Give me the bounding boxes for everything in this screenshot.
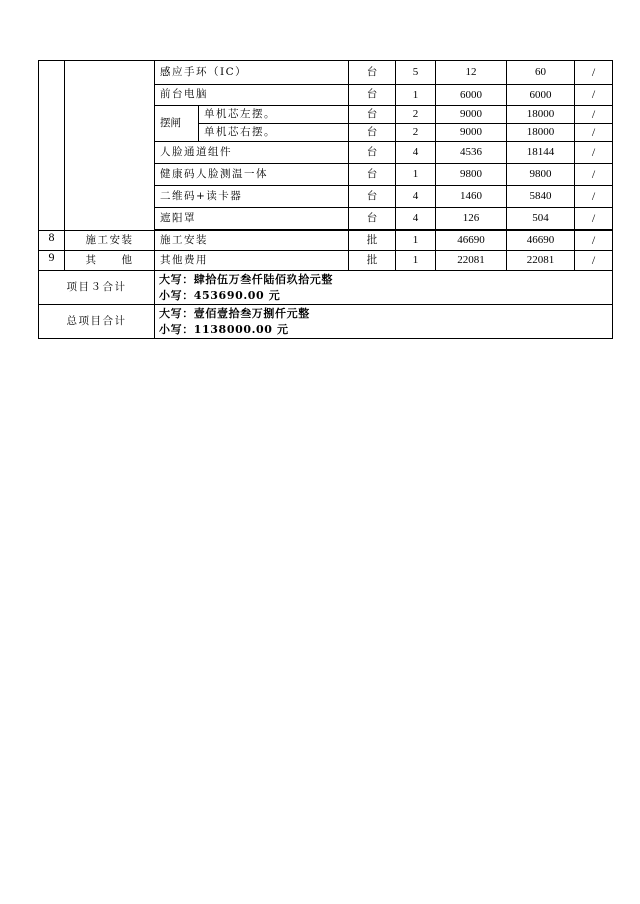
item-qty: 4 <box>396 208 436 230</box>
item-unit: 台 <box>349 186 396 208</box>
quotation-sheet <box>38 60 612 339</box>
item-unit: 批 <box>349 251 396 271</box>
item-qty: 1 <box>396 251 436 271</box>
item-amount: 5840 <box>507 186 575 208</box>
item-name: 单机芯右摆。 <box>199 124 349 142</box>
grand-total-label: 总项目合计 <box>39 305 155 339</box>
table-row <box>39 61 613 85</box>
table-row <box>39 251 613 271</box>
subtotal-amount <box>155 271 613 305</box>
item-price: 9800 <box>436 164 507 186</box>
item-price: 6000 <box>436 85 507 106</box>
item-name: 其他费用 <box>155 251 349 271</box>
item-amount: 18000 <box>507 124 575 142</box>
item-note: / <box>575 186 613 208</box>
item-note: / <box>575 251 613 271</box>
item-note: / <box>575 208 613 230</box>
grand-total-upper: 大写：壹佰壹拾叁万捌仟元整 <box>159 306 310 320</box>
item-unit: 批 <box>349 231 396 251</box>
item-amount: 6000 <box>507 85 575 106</box>
item-name: 遮阳罩 <box>155 208 349 230</box>
item-unit: 台 <box>349 106 396 124</box>
subtotal-label: 项目３合计 <box>39 271 155 305</box>
item-unit: 台 <box>349 164 396 186</box>
item-price: 22081 <box>436 251 507 271</box>
item-price: 126 <box>436 208 507 230</box>
item-amount: 18144 <box>507 142 575 164</box>
item-unit: 台 <box>349 124 396 142</box>
item-amount: 9800 <box>507 164 575 186</box>
item-amount: 60 <box>507 61 575 85</box>
item-note: / <box>575 124 613 142</box>
item-amount: 504 <box>507 208 575 230</box>
item-qty: 2 <box>396 124 436 142</box>
row-number: 8 <box>39 231 65 251</box>
item-price: 1460 <box>436 186 507 208</box>
item-category: 其 他 <box>65 251 155 271</box>
item-price: 9000 <box>436 106 507 124</box>
item-qty: 1 <box>396 85 436 106</box>
grand-total-amount <box>155 305 613 339</box>
item-price: 4536 <box>436 142 507 164</box>
item-qty: 4 <box>396 186 436 208</box>
row-number: 9 <box>39 251 65 271</box>
item-name: 人脸通道组件 <box>155 142 349 164</box>
item-note: / <box>575 106 613 124</box>
item-amount: 22081 <box>507 251 575 271</box>
item-note: / <box>575 85 613 106</box>
item-unit: 台 <box>349 208 396 230</box>
subtotal-upper: 大写：肆拾伍万叁仟陆佰玖拾元整 <box>159 272 333 286</box>
item-qty: 2 <box>396 106 436 124</box>
item-amount: 46690 <box>507 231 575 251</box>
item-name: 单机芯左摆。 <box>199 106 349 124</box>
item-name: 前台电脑 <box>155 85 349 106</box>
quotation-table <box>38 60 613 339</box>
item-qty: 1 <box>396 231 436 251</box>
grand-total-row <box>39 305 613 339</box>
item-note: / <box>575 61 613 85</box>
item-note: / <box>575 231 613 251</box>
item-category: 施工安装 <box>65 231 155 251</box>
subtotal-row <box>39 271 613 305</box>
item-qty: 4 <box>396 142 436 164</box>
category-cell-empty <box>65 61 155 231</box>
item-qty: 1 <box>396 164 436 186</box>
item-name: 感应手环（IC） <box>155 61 349 85</box>
table-row <box>39 231 613 251</box>
item-amount: 18000 <box>507 106 575 124</box>
item-name: 健康码人脸测温一体 <box>155 164 349 186</box>
item-qty: 5 <box>396 61 436 85</box>
item-unit: 台 <box>349 142 396 164</box>
item-note: / <box>575 142 613 164</box>
item-unit: 台 <box>349 61 396 85</box>
item-unit: 台 <box>349 85 396 106</box>
subtotal-lower: 小写：453690.00 元 <box>159 288 281 302</box>
item-price: 12 <box>436 61 507 85</box>
gate-group-label: 摆闸 <box>155 106 199 142</box>
item-note: / <box>575 164 613 186</box>
index-cell-empty <box>39 61 65 231</box>
item-name: 二维码+读卡器 <box>155 186 349 208</box>
item-price: 46690 <box>436 231 507 251</box>
grand-total-lower: 小写：1138000.00 元 <box>159 322 289 336</box>
item-price: 9000 <box>436 124 507 142</box>
item-name: 施工安装 <box>155 231 349 251</box>
